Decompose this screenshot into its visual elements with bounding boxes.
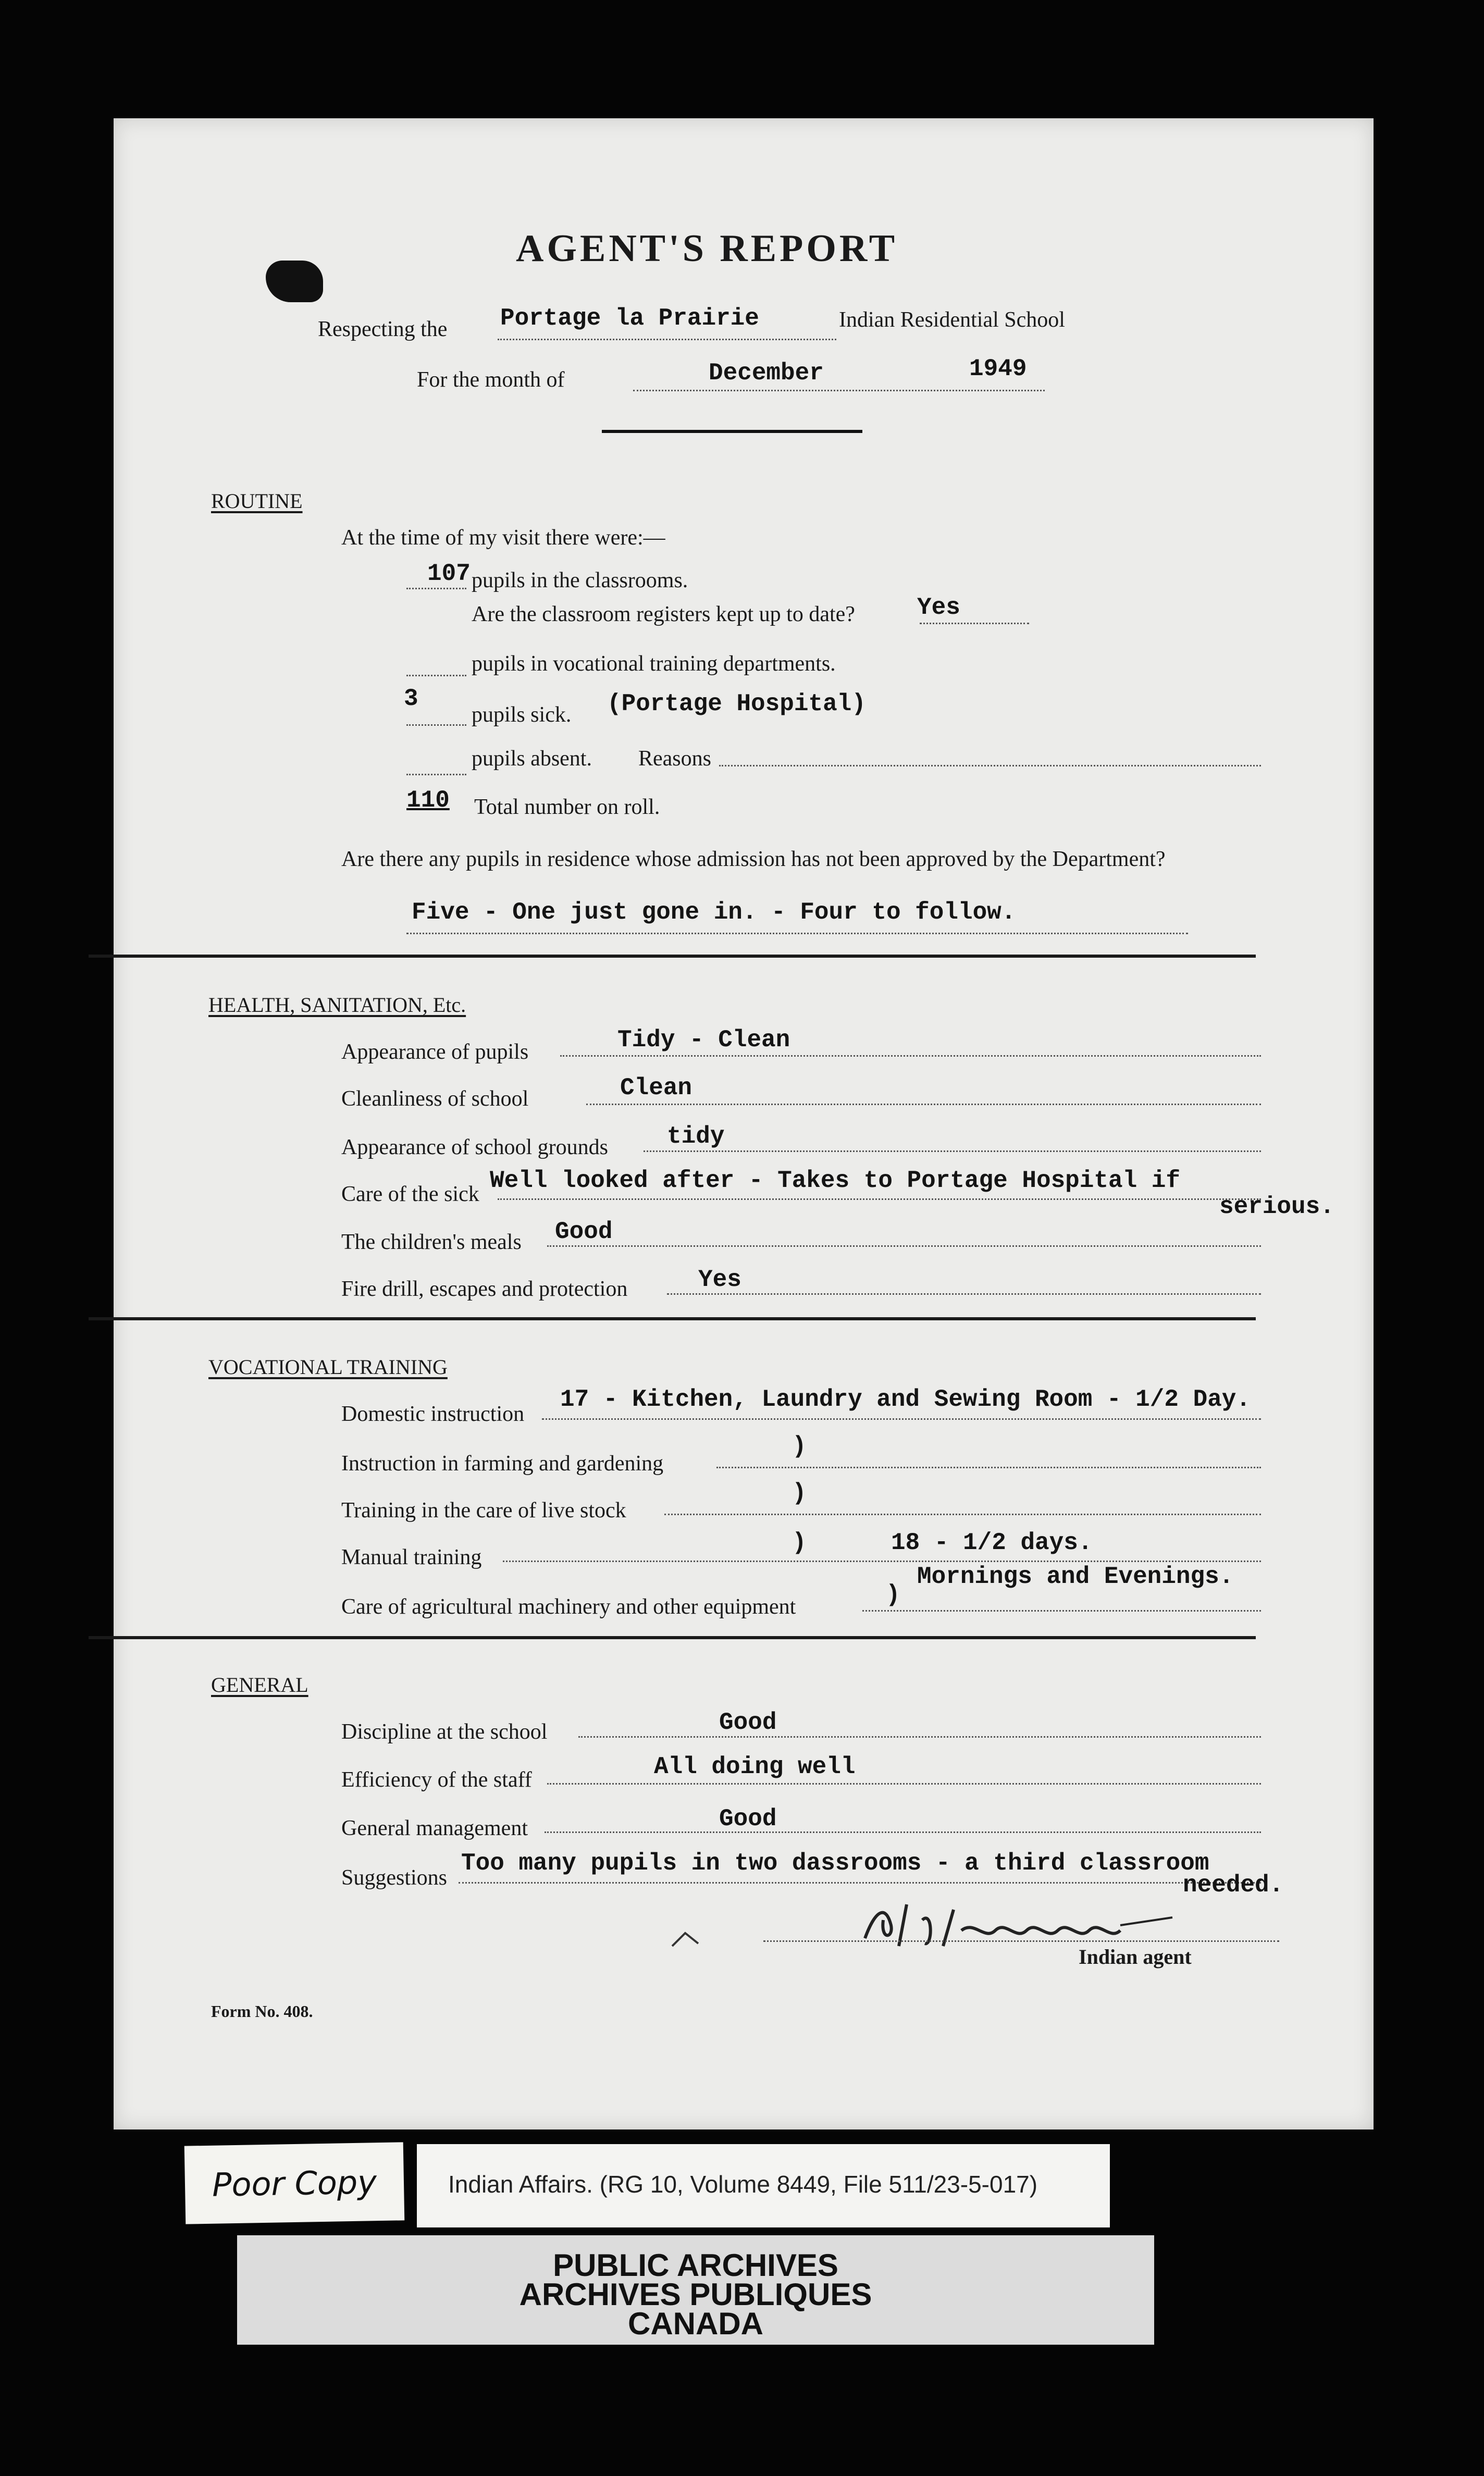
cleanliness-label: Cleanliness of school bbox=[341, 1087, 529, 1111]
total-label: Total number on roll. bbox=[474, 795, 660, 819]
classrooms-count: 107 bbox=[427, 560, 471, 587]
ink-blot bbox=[266, 261, 323, 302]
routine-rule bbox=[89, 955, 1256, 958]
manual-value: 18 - 1/2 days. bbox=[891, 1529, 1093, 1556]
respecting-label: Respecting the bbox=[318, 317, 448, 341]
signature-line bbox=[763, 1940, 1279, 1942]
vocational-rule bbox=[89, 1636, 1256, 1639]
signature-role: Indian agent bbox=[1079, 1945, 1192, 1969]
suggestions-value-cont: needed. bbox=[1183, 1872, 1284, 1899]
archive-line-2: ARCHIVES PUBLIQUES bbox=[519, 2277, 872, 2312]
suggestions-value: Too many pupils in two dassrooms - a third classroom bbox=[461, 1850, 1209, 1877]
discipline-value: Good bbox=[719, 1709, 777, 1736]
agent-signature bbox=[662, 1889, 1287, 1957]
sick-care-value: Well looked after - Takes to Portage Hospital if bbox=[490, 1167, 1181, 1194]
absent-label: pupils absent. bbox=[472, 747, 592, 771]
title-divider bbox=[602, 430, 862, 433]
month-label: For the month of bbox=[417, 368, 565, 392]
manual-label: Manual training bbox=[341, 1545, 482, 1569]
livestock-bracket: ) bbox=[792, 1480, 807, 1507]
vocational-label: pupils in vocational training departments. bbox=[472, 652, 836, 676]
routine-heading: ROUTINE bbox=[211, 489, 303, 513]
appearance-pupils-label: Appearance of pupils bbox=[341, 1040, 529, 1064]
classrooms-label: pupils in the classrooms. bbox=[472, 568, 688, 592]
sick-care-label: Care of the sick bbox=[341, 1182, 479, 1206]
poor-copy-stamp: Poor Copy bbox=[184, 2142, 405, 2224]
farming-label: Instruction in farming and gardening bbox=[341, 1452, 664, 1476]
farming-bracket: ) bbox=[792, 1433, 807, 1460]
archive-reference-label bbox=[417, 2144, 1110, 2227]
meals-value: Good bbox=[555, 1218, 613, 1245]
health-heading: HEALTH, SANITATION, Etc. bbox=[208, 993, 466, 1017]
grounds-label: Appearance of school grounds bbox=[341, 1135, 608, 1159]
archive-reference: Indian Affairs. (RG 10, Volume 8449, File 511/23-5-017) bbox=[448, 2171, 1038, 2198]
meals-label: The children's meals bbox=[341, 1230, 522, 1254]
sick-count: 3 bbox=[404, 685, 418, 712]
domestic-label: Domestic instruction bbox=[341, 1402, 525, 1426]
school-suffix: Indian Residential School bbox=[839, 308, 1065, 332]
fire-value: Yes bbox=[698, 1266, 741, 1293]
vocational-heading: VOCATIONAL TRAINING bbox=[208, 1355, 448, 1379]
discipline-label: Discipline at the school bbox=[341, 1720, 548, 1744]
archive-line-3: CANADA bbox=[628, 2306, 763, 2341]
total-count: 110 bbox=[406, 787, 450, 814]
health-rule bbox=[89, 1317, 1256, 1320]
general-heading: GENERAL bbox=[211, 1673, 308, 1697]
machinery-bracket: ) bbox=[886, 1581, 900, 1608]
month-value: December bbox=[709, 360, 824, 387]
efficiency-label: Efficiency of the staff bbox=[341, 1768, 532, 1792]
registers-answer: Yes bbox=[917, 594, 960, 621]
efficiency-value: All doing well bbox=[654, 1753, 856, 1780]
domestic-value: 17 - Kitchen, Laundry and Sewing Room - 1/2 Day. bbox=[560, 1386, 1251, 1413]
appearance-pupils-value: Tidy - Clean bbox=[617, 1026, 790, 1054]
grounds-value: tidy bbox=[667, 1123, 725, 1150]
routine-intro: At the time of my visit there were:— bbox=[341, 526, 665, 550]
archive-line-1: PUBLIC ARCHIVES bbox=[553, 2248, 838, 2283]
management-value: Good bbox=[719, 1805, 777, 1833]
registers-question: Are the classroom registers kept up to date? bbox=[472, 602, 855, 626]
management-label: General management bbox=[341, 1816, 528, 1840]
machinery-label: Care of agricultural machinery and other equipment bbox=[341, 1595, 796, 1619]
admission-answer: Five - One just gone in. - Four to follow. bbox=[412, 899, 1016, 926]
fire-label: Fire drill, escapes and protection bbox=[341, 1277, 628, 1301]
livestock-label: Training in the care of live stock bbox=[341, 1499, 626, 1522]
admission-question: Are there any pupils in residence whose admission has not been approved by the Department? bbox=[341, 847, 1166, 871]
sick-label: pupils sick. bbox=[472, 703, 572, 727]
manual-bracket: ) bbox=[792, 1529, 807, 1556]
archive-stamp bbox=[237, 2235, 1154, 2345]
sick-note: (Portage Hospital) bbox=[607, 690, 866, 717]
reasons-label: Reasons bbox=[638, 747, 711, 771]
form-number: Form No. 408. bbox=[211, 2002, 313, 2021]
cleanliness-value: Clean bbox=[620, 1074, 692, 1101]
form-title: AGENT'S REPORT bbox=[516, 227, 898, 270]
machinery-value: Mornings and Evenings. bbox=[917, 1563, 1234, 1590]
year-value: 1949 bbox=[969, 355, 1027, 382]
school-name-value: Portage la Prairie bbox=[500, 305, 759, 332]
sick-care-value-cont: serious. bbox=[1219, 1193, 1334, 1220]
suggestions-label: Suggestions bbox=[341, 1866, 448, 1890]
